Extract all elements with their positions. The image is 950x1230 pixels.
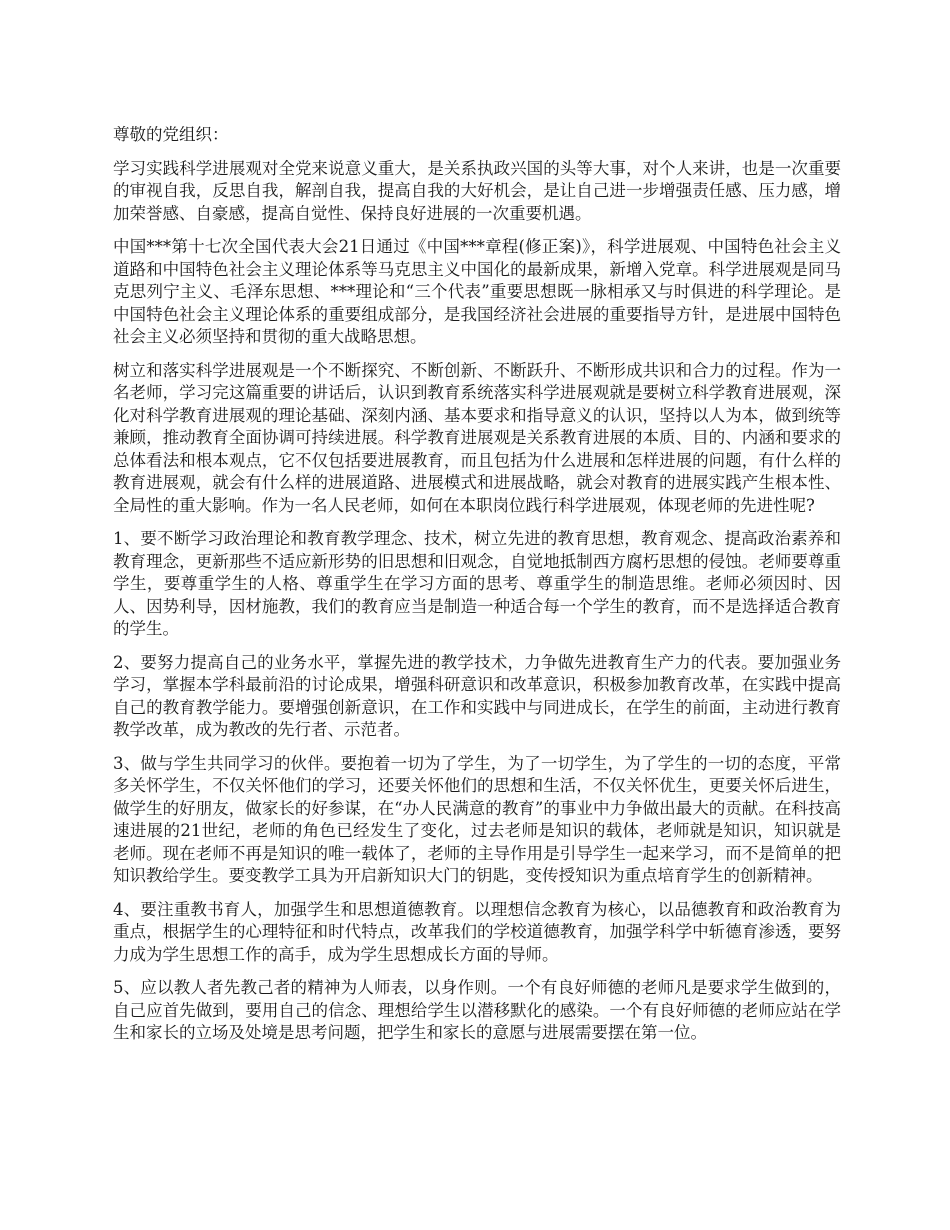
- paragraph-point-3: 3、做与学生共同学习的伙伴。要抱着一切为了学生，为了一切学生，为了学生的一切的态度，平常多关怀学生，不仅关怀他们的学习，还要关怀他们的思想和生活，不仅关怀优生，更要关怀后进生，做学生的好朋友，做家长的好参谋，在“办人民满意的教育”的事业中力争做出最大的贡献。在科技高速进展的21世纪，老师的角色已经发生了变化，过去老师是知识的载体，老师就是知识，知识就是老师。现在老师不再是知识的唯一载体了，老师的主导作用是引导学生一起来学习，而不是简单的把知识教给学生。要变教学工具为开启新知识大门的钥匙，变传授知识为重点培育学生的创新精神。: [113, 753, 841, 885]
- document-body: [113, 124, 841, 1056]
- paragraph-congress: 中国***第十七次全国代表大会21日通过《中国***章程(修正案)》，科学进展观、中国特色社会主义道路和中国特色社会主义理论体系等马克思主义中国化的最新成果，新增入党章。科学进展观是同马克思列宁主义、毛泽东思想、***理论和“三个代表”重要思想既一脉相承又与时俱进的科学理论。是中国特色社会主义理论体系的重要组成部分，是我国经济社会进展的重要指导方针，是进展中国特色社会主义必须坚持和贯彻的重大战略思想。: [113, 237, 841, 346]
- paragraph-teacher-role: 树立和落实科学进展观是一个不断探究、不断创新、不断跃升、不断形成共识和合力的过程。作为一名老师，学习完这篇重要的讲话后，认识到教育系统落实科学进展观就是要树立科学教育进展观，深化对科学教育进展观的理论基础、深刻内涵、基本要求和指导意义的认识，坚持以人为本，做到统等兼顾，推动教育全面协调可持续进展。科学教育进展观是关系教育进展的本质、目的、内涵和要求的总体看法和根本观点，它不仅包括要进展教育，而且包括为什么进展和怎样进展的问题，有什么样的教育进展观，就会有什么样的进展道路、进展模式和进展战略，就会对教育的进展实践产生根本性、全局性的重大影响。作为一名人民老师，如何在本职岗位践行科学进展观，体现老师的先进性呢?: [113, 360, 841, 515]
- paragraph-intro: 学习实践科学进展观对全党来说意义重大，是关系执政兴国的头等大事，对个人来讲，也是一次重要的审视自我，反思自我，解剖自我，提高自我的大好机会，是让自己进一步增强责任感、压力感，增加荣誉感、自豪感，提高自觉性、保持良好进展的一次重要机遇。: [113, 158, 841, 223]
- paragraph-point-4: 4、要注重教书育人，加强学生和思想道德教育。以理想信念教育为核心，以品德教育和政治教育为重点，根据学生的心理特征和时代特点，改革我们的学校道德教育，加强学科学中斩德育渗透，要努力成为学生思想工作的高手，成为学生思想成长方面的导师。: [113, 899, 841, 964]
- paragraph-point-1: 1、要不断学习政治理论和教育教学理念、技术，树立先进的教育思想，教育观念、提高政治素养和教育理念，更新那些不适应新形势的旧思想和旧观念，自觉地抵制西方腐朽思想的侵蚀。老师要尊重学生，要尊重学生的人格、尊重学生在学习方面的思考、尊重学生的制造思维。老师必须因时、因人、因势利导，因材施教，我们的教育应当是制造一种适合每一个学生的教育，而不是选择适合教育的学生。: [113, 529, 841, 638]
- paragraph-point-2: 2、要努力提高自己的业务水平，掌握先进的教学技术，力争做先进教育生产力的代表。要加强业务学习，掌握本学科最前沿的讨论成果，增强科研意识和改革意识，积极参加教育改革，在实践中提高自己的教育教学能力。要增强创新意识，在工作和实践中与同进成长，在学生的前面，主动进行教育教学改革，成为教改的先行者、示范者。: [113, 652, 841, 739]
- paragraph-point-5: 5、应以教人者先教己者的精神为人师表，以身作则。一个有良好师德的老师凡是要求学生做到的，自己应首先做到，要用自己的信念、理想给学生以潜移默化的感染。一个有良好师德的老师应站在学生和家长的立场及处境是思考问题，把学生和家长的意愿与进展需要摆在第一位。: [113, 978, 841, 1042]
- salutation: 尊敬的党组织：: [113, 125, 229, 144]
